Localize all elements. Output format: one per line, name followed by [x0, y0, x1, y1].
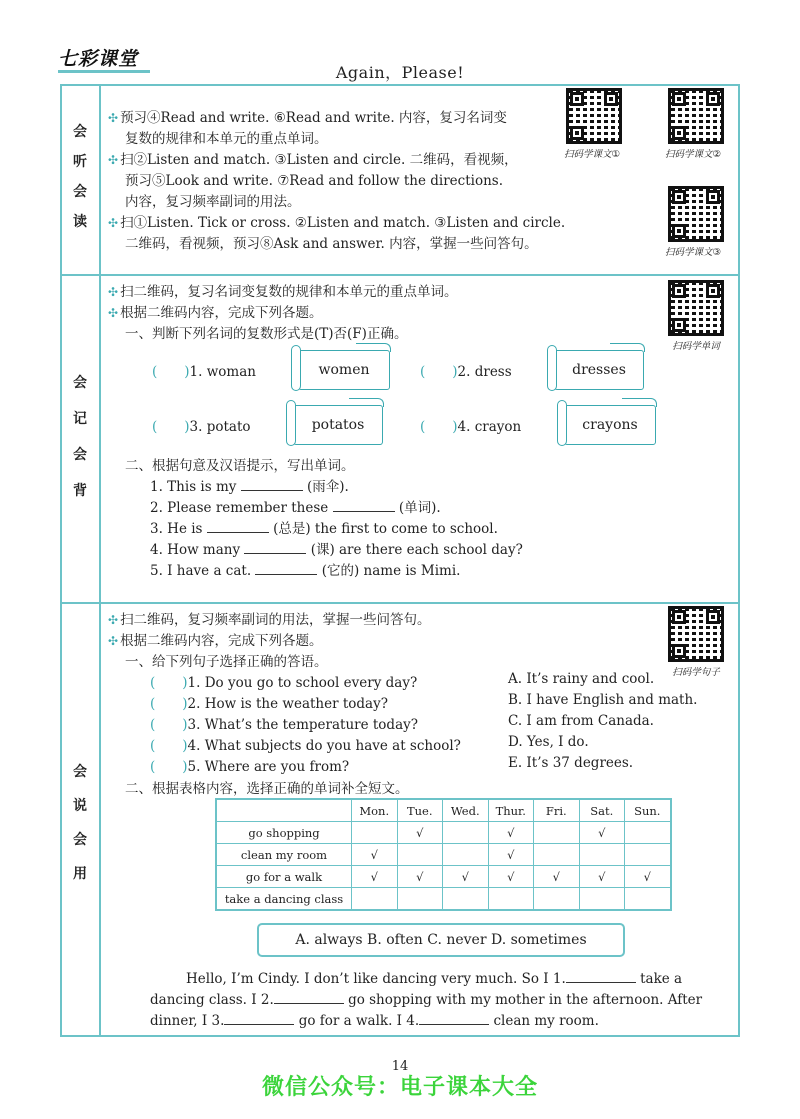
check-cell: [534, 888, 580, 911]
s3-partA-title: 一、给下列句子选择正确的答语。: [125, 654, 328, 670]
table-row: [216, 844, 671, 866]
s3-intro-2: ✣ 根据二维码内容，完成下列各题。: [108, 633, 323, 649]
check-cell: [625, 888, 671, 911]
check-cell: [488, 888, 534, 911]
tf-item-2[interactable]: ( )2. dress: [420, 364, 512, 380]
qr-lesson-3[interactable]: 扫码学课文③: [668, 186, 724, 258]
question-5[interactable]: ( )5. Where are you from?: [150, 759, 350, 775]
table-row: [216, 888, 671, 911]
fill-item-5: 5. I have a cat. (它的) name is Mimi.: [150, 563, 461, 579]
question-2[interactable]: ( )2. How is the weather today?: [150, 696, 388, 712]
page-number: 14: [391, 1059, 409, 1074]
s2-intro-2: ✣ 根据二维码内容，完成下列各题。: [108, 305, 323, 321]
weekly-schedule-table: [215, 798, 672, 911]
answer-blank[interactable]: [419, 1012, 489, 1025]
qr-lesson-2[interactable]: 扫码学课文②: [668, 88, 724, 160]
fill-item-3: 3. He is (总是) the first to come to school.: [150, 521, 498, 537]
answer-blank[interactable]: [274, 991, 344, 1004]
check-cell: [397, 888, 443, 911]
activity-cell: go shopping: [216, 822, 352, 844]
question-3[interactable]: ( )3. What’s the temperature today?: [150, 717, 418, 733]
qr-code-icon[interactable]: [668, 606, 724, 662]
day-header: Wed.: [443, 799, 489, 822]
activity-cell: go for a walk: [216, 866, 352, 888]
day-header: Sun.: [625, 799, 671, 822]
check-cell: [443, 844, 489, 866]
check-cell: √: [397, 866, 443, 888]
brand-logo: 七彩课堂: [58, 48, 139, 70]
check-cell: [579, 888, 625, 911]
check-cell: [625, 822, 671, 844]
table-header-row: [216, 799, 671, 822]
passage-line-1: Hello, I’m Cindy. I don’t like dancing very much. So I 1. take a: [186, 971, 683, 987]
bullet-icon: ✣: [108, 153, 119, 167]
watermark: 微信公众号：电子课本大全: [261, 1075, 538, 1100]
fill-item-1: 1. This is my (雨伞).: [150, 479, 349, 495]
table-row: [216, 822, 671, 844]
s1-line-2: 复数的规律和本单元的重点单词。: [125, 131, 328, 147]
s2-partA-title: 一、判断下列名词的复数形式是(T)否(F)正确。: [125, 326, 408, 342]
check-cell: √: [397, 822, 443, 844]
s2-partB-title: 二、根据句意及汉语提示，写出单词。: [125, 458, 355, 474]
check-cell: [443, 822, 489, 844]
s1-line-6: ✣ 扫①Listen. Tick or cross. ②Listen and match. ③Listen and circle.: [108, 215, 566, 231]
answer-option-c: C. I am from Canada.: [508, 713, 654, 729]
passage-line-3: dinner, I 3. go for a walk. I 4. clean my room.: [150, 1013, 599, 1029]
check-cell: √: [488, 866, 534, 888]
check-cell: √: [488, 822, 534, 844]
s1-line-4: 预习⑤Look and write. ⑦Read and follow the directions.: [125, 173, 503, 189]
check-cell: √: [488, 844, 534, 866]
s1-line-1: ✣ 预习④Read and write. ⑥Read and write. 内容，复习名词变: [108, 110, 507, 126]
s3-intro-1: ✣ 扫二维码，复习频率副词的用法，掌握一些问答句。: [108, 612, 431, 628]
label-column-divider: [99, 84, 101, 1037]
check-cell: [352, 888, 398, 911]
passage-line-2: dancing class. I 2. go shopping with my mother in the afternoon. After: [150, 992, 703, 1008]
table-corner: [216, 799, 352, 822]
tf-item-3[interactable]: ( )3. potato: [152, 419, 251, 435]
check-cell: [625, 844, 671, 866]
answer-blank[interactable]: [224, 1012, 294, 1025]
day-header: Tue.: [397, 799, 443, 822]
section-divider-1: [60, 274, 740, 276]
qr-code-icon[interactable]: [668, 280, 724, 336]
answer-option-a: A. It’s rainy and cool.: [508, 671, 655, 687]
qr-code-icon[interactable]: [566, 88, 622, 144]
check-cell: √: [534, 866, 580, 888]
question-4[interactable]: ( )4. What subjects do you have at school?: [150, 738, 461, 754]
qr-sentences[interactable]: 扫码学句子: [668, 606, 724, 678]
activity-cell: clean my room: [216, 844, 352, 866]
check-cell: √: [579, 822, 625, 844]
bullet-icon: ✣: [108, 111, 119, 125]
table-row: [216, 866, 671, 888]
day-header: Thur.: [488, 799, 534, 822]
s3-partB-title: 二、根据表格内容，选择正确的单词补全短文。: [125, 781, 409, 797]
s2-intro-1: ✣ 扫二维码，复习名词变复数的规律和本单元的重点单词。: [108, 284, 458, 300]
day-header: Sat.: [579, 799, 625, 822]
check-cell: [443, 888, 489, 911]
bullet-icon: ✣: [108, 285, 119, 299]
answer-blank[interactable]: [207, 520, 269, 533]
bullet-icon: ✣: [108, 216, 119, 230]
fill-item-4: 4. How many (课) are there each school day?: [150, 542, 523, 558]
day-header: Mon.: [352, 799, 398, 822]
check-cell: [397, 844, 443, 866]
answer-option-d: D. Yes, I do.: [508, 734, 589, 750]
tf-item-4[interactable]: ( )4. crayon: [420, 419, 522, 435]
answer-blank[interactable]: [333, 499, 395, 512]
tf-plural-3: potatos: [293, 405, 383, 445]
check-cell: [534, 844, 580, 866]
answer-blank[interactable]: [241, 478, 303, 491]
row-label-remember: 会 记 会 背: [73, 375, 87, 499]
check-cell: [534, 822, 580, 844]
check-cell: √: [443, 866, 489, 888]
check-cell: √: [352, 866, 398, 888]
tf-plural-4: crayons: [564, 405, 656, 445]
tf-plural-1: women: [298, 350, 390, 390]
question-1[interactable]: ( )1. Do you go to school every day?: [150, 675, 418, 691]
answer-blank[interactable]: [566, 970, 636, 983]
check-cell: [579, 844, 625, 866]
fill-item-2: 2. Please remember these (单词).: [150, 500, 441, 516]
word-options-box: A. always B. often C. never D. sometimes: [257, 923, 625, 957]
s1-line-5: 内容，复习频率副词的用法。: [125, 194, 301, 210]
section-divider-2: [60, 602, 740, 604]
check-cell: √: [625, 866, 671, 888]
row-label-speak: 会 说 会 用: [73, 764, 87, 882]
activity-cell: take a dancing class: [216, 888, 352, 911]
check-cell: √: [579, 866, 625, 888]
qr-code-icon[interactable]: [668, 88, 724, 144]
check-cell: √: [352, 844, 398, 866]
answer-blank[interactable]: [244, 541, 306, 554]
answer-option-b: B. I have English and math.: [508, 692, 698, 708]
row-label-listen: 会 听 会 读: [73, 124, 87, 230]
s1-line-7: 二维码，看视频，预习⑧Ask and answer. 内容，掌握一些问答句。: [125, 236, 538, 252]
bullet-icon: ✣: [108, 306, 119, 320]
qr-lesson-1[interactable]: 扫码学课文①: [566, 88, 622, 160]
check-cell: [352, 822, 398, 844]
bullet-icon: ✣: [108, 634, 119, 648]
qr-words[interactable]: 扫码学单词: [668, 280, 724, 352]
tf-plural-2: dresses: [554, 350, 644, 390]
answer-blank[interactable]: [255, 562, 317, 575]
day-header: Fri.: [534, 799, 580, 822]
qr-code-icon[interactable]: [668, 186, 724, 242]
tf-item-1[interactable]: ( )1. woman: [152, 364, 256, 380]
bullet-icon: ✣: [108, 613, 119, 627]
answer-option-e: E. It’s 37 degrees.: [508, 755, 634, 771]
page-title: Again，Please!: [335, 63, 465, 82]
s1-line-3: ✣ 扫②Listen and match. ③Listen and circle. 二维码，看视频，: [108, 152, 518, 168]
